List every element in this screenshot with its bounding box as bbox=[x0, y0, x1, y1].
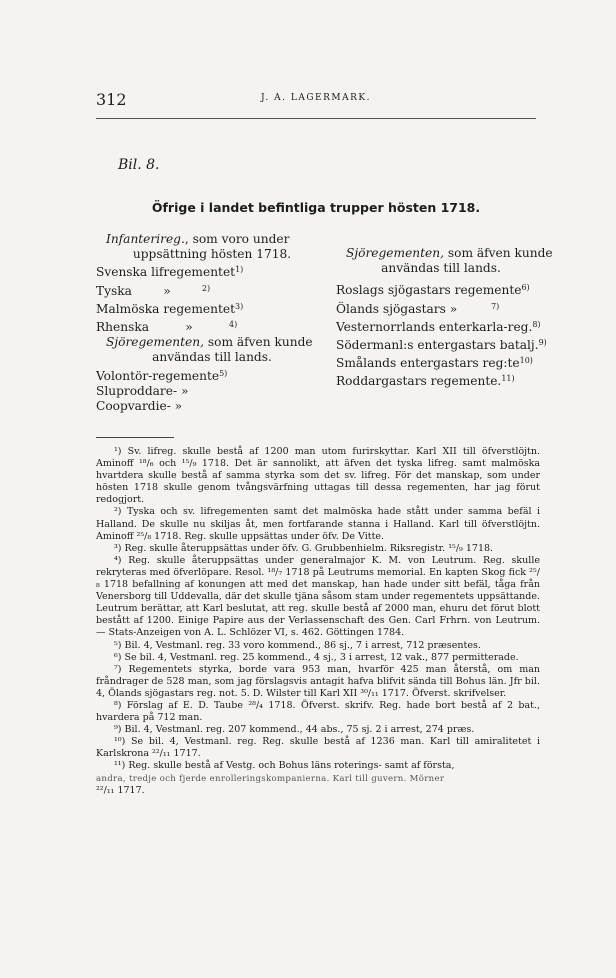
regiment-item: Smålands entergastars $reg:te^{10)}$ bbox=[336, 356, 533, 371]
running-title: J. A. LAGERMARK. bbox=[261, 93, 371, 103]
footnote: ²) Tyska och sv. lifregementen samt det malmöska hade stått under samma befäl i Halland. De skulle nu skiljas åt, men fortfarande stanna i Halland. Karl till öfverstlöjtn. Aminoff ²⁵/₈ 1718. Reg. skulle uppsättas under öfv. De Vitte. bbox=[96, 506, 540, 542]
footnote: ⁷) Regementets styrka, borde vara 953 man, hvarför 425 man återstå, om man fråndrager de 528 man, som jag förslagsvis antagit hafva blifvit sända till Bohus län. Jfr bil. 4, Ölands sjögastars reg. not. 5. D. Wilster till Karl XII ³⁰/₁₁ 1717. Öfverst. skrifvelser. bbox=[96, 663, 540, 699]
regiment-item: Svenska lifregementet$^{1)}$ bbox=[96, 265, 244, 280]
footnote: ⁵) Bil. 4, Vestmanl. reg. 33 voro kommend., 86 sj., 7 i arrest, 712 præsentes. bbox=[114, 639, 481, 651]
regiment-item: Tyska » $^{2)}$ bbox=[96, 283, 211, 298]
regiment-item: Volontör-regemente$^{5)}$ bbox=[96, 368, 228, 383]
footnote: ⁴) Reg. skulle återuppsättas under generalmajor K. M. von Leutrum. Reg. skulle rekryteras med öfverlöpare. Resol. ¹⁸/₇ 1718 på Leutrums memorial. En kapten Skog fick ²⁵/₈ 1718 befallning af konungen att med det manskap, han hade under sitt befäl, tåga från Venersborg till Uddevalla, där det skulle tjäna såsom stam under regementets uppsättande. Leutrum berättar, att Karl beslutat, att reg. skulle bestå af 2000 man, ehuru det förut blott bestått af 1200. Einige Papire aus der Verlassenschaft des Gen. Carl Frhrn. von Leutrum. — Stats-Anzeigen von A. L. Schlözer VI, s. 462. Göttingen 1784. bbox=[96, 554, 540, 639]
footnote: ¹⁰) Se bil. 4, Vestmanl. reg. Reg. skulle bestå af 1236 man. Karl till amiralitetet i Karlskrona ²²/₁₁ 1717. bbox=[96, 736, 540, 760]
footnote: ⁶) Se bil. 4, Vestmanl. reg. 25 kommend., 4 sj., 3 i arrest, 12 vak., 877 permitterade. bbox=[114, 651, 519, 663]
infantry-heading-line2: uppsättning hösten 1718. bbox=[132, 247, 292, 262]
appendix-label: Bil. 8. bbox=[118, 157, 160, 173]
regiment-item: Malmöska regementet$^{3)}$ bbox=[96, 301, 244, 316]
regiment-item: Coopvardie- » bbox=[96, 399, 183, 414]
regiment-item: Ölands sjögastars » $^{7)}$ bbox=[336, 301, 500, 316]
footnote: ¹) Sv. lifreg. skulle bestå af 1200 man utom furirskyttar. Karl XII till öfverstlöjtn. Aminoff ¹⁸/₆ och ¹⁵/₉ 1718. Det är sannolikt, att äfven det tyska lifreg. samt malmöska hvartdera skulle bestå af samma styrka som det sv. lifreg. För det manskap, som under hösten 1718 skulle genom tvångsvärfning uttagas till dessa regementen, har jag förut redogjort. bbox=[96, 446, 540, 506]
navy-heading-left-line2: användas till lands. bbox=[152, 350, 272, 365]
footnote: ⁸) Förslag af E. D. Taube ²⁸/₄ 1718. Öfverst. skrifv. Reg. hade bort bestå af 2 bat., hvardera på 712 man. bbox=[96, 699, 540, 724]
left-column: Infanterireg., som voro under uppsättning hösten 1718. Svenska lifregementet$^{1)}$ Tyska » $^{2)}$ Malmöska regementet$^{3)}$ Rhenska » $^{4)}$ Sjöregementen, som äfven kunde användas till lands. Volontör-regemente$^{5)}$ Sluproddare- » Coopvardie- » bbox=[96, 232, 328, 414]
regiment-item: Södermanl:s entergastars batalj.$^{9)}$ bbox=[336, 338, 547, 353]
header-rule bbox=[96, 118, 536, 119]
regiment-item: Rhenska » $^{4)}$ bbox=[96, 320, 238, 335]
right-column: Sjöregementen, som äfven kunde användas till lands. Roslags sjögastars regemente$^{6)}$ Ölands sjögastars » $^{7)}$ Vesternorrlands enterkarla-reg.$^{8)}$ Södermanl:s entergastars batalj.$^{9)}$ Smålands entergastars $reg:te^{10)}$ Roddargastars regemente.$^{11)}$ bbox=[336, 246, 553, 389]
footnote: ⁹) Bil. 4, Vestmanl. reg. 207 kommend., 44 abs., 75 sj. 2 i arrest, 274 præs. bbox=[114, 724, 475, 736]
navy-heading-right: Sjöregementen, bbox=[346, 246, 444, 260]
regiment-item: Roddargastars regemente.$^{11)}$ bbox=[336, 374, 515, 389]
page-title: Öfrige i landet befintliga trupper hösten 1718. bbox=[151, 200, 481, 215]
regiment-item: Vesternorrlands enterkarla-reg.$^{8)}$ bbox=[336, 319, 541, 334]
footnote: ³) Reg. skulle återuppsättas under öfv. G. Grubbenhielm. Riksregistr. ¹⁵/₉ 1718. bbox=[114, 542, 494, 554]
footnote-continuation: ²²/₁₁ 1717. bbox=[96, 784, 145, 796]
footnote-rule bbox=[96, 437, 174, 438]
regiment-item: Sluproddare- » bbox=[96, 383, 189, 398]
navy-heading-right-line2: användas till lands. bbox=[381, 261, 501, 276]
footnote-continuation: andra, tredje och fjerde enrolleringskompanierna. Karl till guvern. Mörner bbox=[96, 773, 445, 784]
navy-heading-left: Sjöregementen, bbox=[106, 335, 204, 350]
regiment-item: Roslags sjögastars regemente$^{6)}$ bbox=[336, 283, 530, 298]
page-number: 312 bbox=[96, 90, 127, 109]
footnotes bbox=[96, 446, 540, 797]
footnote: ¹¹) Reg. skulle bestå af Vestg. och Bohus läns roterings- samt af första, bbox=[114, 760, 455, 772]
infantry-heading: Infanterireg. bbox=[106, 232, 185, 246]
page-header bbox=[96, 90, 536, 110]
